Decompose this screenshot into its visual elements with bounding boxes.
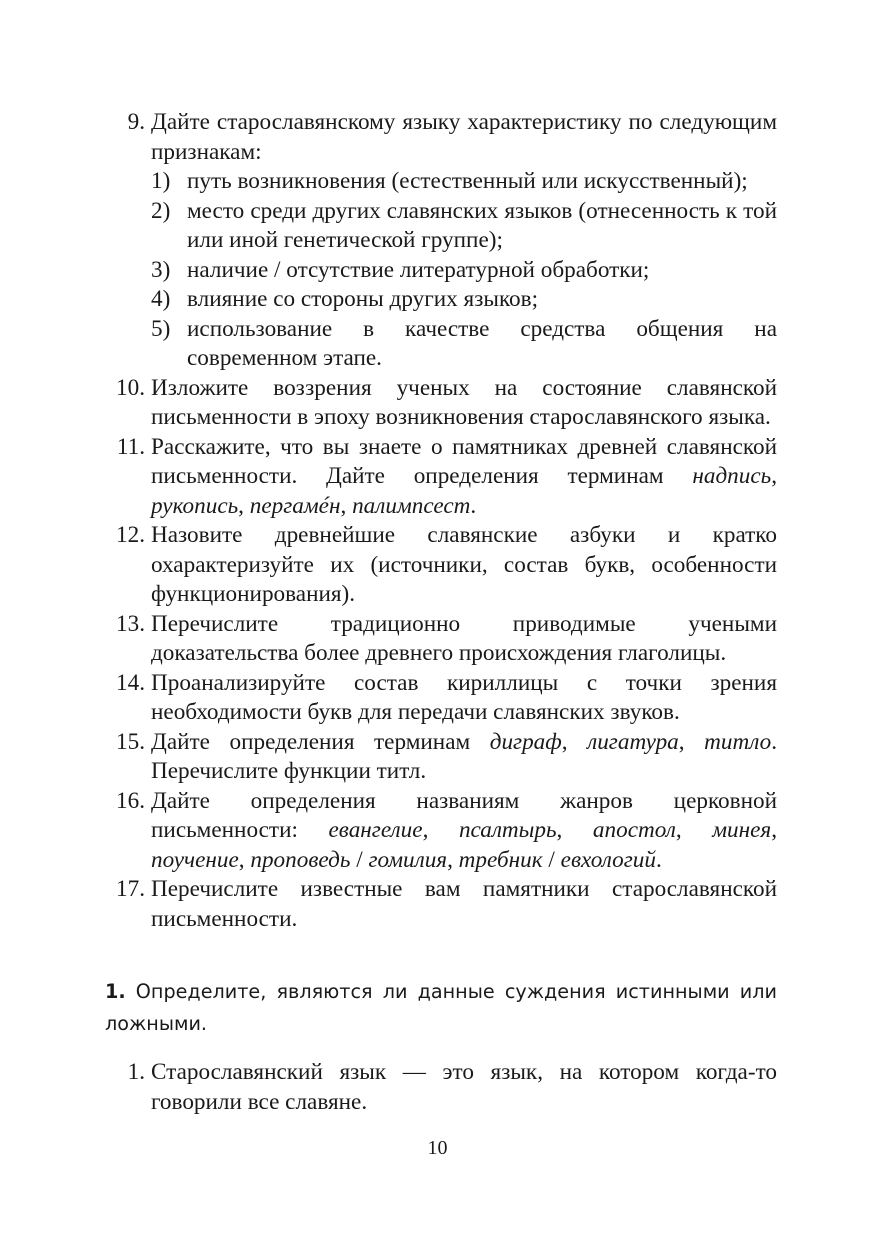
term: титло (704, 728, 772, 755)
criteria-number: 1) (151, 168, 171, 194)
term: лигатура (587, 728, 679, 755)
question-text: Изложите воззрения ученых на состояние славянской письменности в эпоху возникновения старославянского языка. (151, 374, 777, 430)
question-number: 9. (127, 109, 145, 135)
separator: / (542, 846, 561, 873)
criteria-text: путь возникновения (естественный или искусственный); (187, 168, 748, 194)
question-end: . (655, 846, 662, 873)
separator: / (350, 846, 369, 873)
separator: , (238, 492, 250, 519)
question-end: . (470, 492, 477, 519)
question-item (105, 521, 777, 610)
task-number: 1. (105, 980, 126, 1003)
question-item (105, 433, 777, 522)
question-item (105, 610, 777, 669)
criteria-number: 4) (151, 286, 171, 312)
criteria-number: 3) (151, 256, 171, 283)
term: псалтырь (458, 817, 557, 843)
task-text: Определите, являются ли данные суждения истинными или ложными. (105, 980, 777, 1035)
question-text: Перечислите известные вам памятники старославянской письменности. (151, 876, 777, 932)
term: минея (712, 817, 772, 843)
statement-item (105, 1058, 777, 1117)
criteria-text: использование в качестве средства общения на современном этапе. (187, 315, 777, 371)
term: рукопись (151, 492, 239, 519)
criteria-text: наличие / отсутствие литературной обработки; (187, 256, 650, 283)
separator: , (422, 817, 459, 843)
question-item (105, 374, 777, 433)
term: апостол (592, 817, 676, 843)
term: требник (458, 846, 543, 873)
separator: , (447, 846, 459, 873)
criteria-item (151, 197, 777, 256)
term: диграф (489, 728, 562, 755)
term: поучение (151, 846, 239, 873)
criteria-number: 5) (151, 315, 171, 342)
criteria-item (151, 256, 777, 286)
question-item (105, 875, 777, 934)
page-number: 10 (427, 1137, 448, 1159)
question-text: Расскажите, что вы знаете о памятниках древней славянской письменности. Дайте определения терминам (151, 433, 777, 489)
page-content (105, 108, 777, 1117)
criteria-text: место среди других славянских языков (отнесенность к той или иной генетической группе); (187, 197, 777, 253)
separator: , (678, 728, 705, 755)
separator: , (771, 463, 777, 489)
question-number: 10. (116, 374, 145, 401)
term: надпись (692, 463, 772, 489)
separator: , (340, 492, 353, 519)
term: пергамéн (249, 492, 341, 519)
criteria-number: 2) (151, 197, 171, 224)
question-text: Перечислите традиционно приводимые учеными доказательства более древнего происхождения глаголицы. (151, 610, 777, 666)
question-number: 17. (116, 876, 145, 902)
task-heading (105, 976, 777, 1040)
separator: , (238, 846, 251, 873)
question-text: Проанализируйте состав кириллицы с точки зрения необходимости букв для передачи славянских звуков. (151, 669, 777, 725)
question-text: Дайте определения терминам (151, 728, 490, 755)
criteria-item (151, 167, 777, 197)
question-item (105, 787, 777, 876)
question-item (105, 669, 777, 728)
question-number: 14. (116, 669, 145, 696)
criteria-list (151, 167, 777, 374)
statement-number: 1. (127, 1059, 145, 1085)
separator: , (556, 817, 593, 843)
criteria-item (151, 285, 777, 315)
question-text: Назовите древнейшие славянские азбуки и кратко охарактеризуйте их (источники, состав букв, особенности функционирования). (151, 522, 777, 607)
separator: , (675, 817, 713, 843)
question-number: 16. (116, 787, 145, 814)
criteria-item (151, 315, 777, 374)
question-text-tail: . Перечислите функции титл. (151, 728, 777, 784)
separator: , (771, 817, 777, 843)
term: евангелие (328, 817, 423, 843)
separator: , (561, 728, 588, 755)
question-list (105, 108, 777, 934)
statement-text: Старославянский язык — это язык, на котором когда-то говорили все славяне. (151, 1059, 777, 1115)
question-text: Дайте старославянскому языку характеристику по следующим признакам: (151, 109, 777, 165)
question-number: 11. (116, 433, 145, 460)
criteria-text: влияние со стороны других языков; (187, 286, 539, 312)
term: гомилия (368, 846, 448, 873)
term: евхологий (560, 846, 656, 873)
term: палимпсест (352, 492, 471, 519)
question-number: 13. (116, 610, 145, 637)
term: проповедь (250, 846, 351, 873)
question-number: 12. (116, 522, 145, 548)
statement-list (105, 1058, 777, 1117)
question-item (105, 728, 777, 787)
question-item (105, 108, 777, 374)
question-number: 15. (116, 728, 145, 755)
question-text: Дайте определения названиям жанров церковной письменности: (151, 787, 777, 843)
